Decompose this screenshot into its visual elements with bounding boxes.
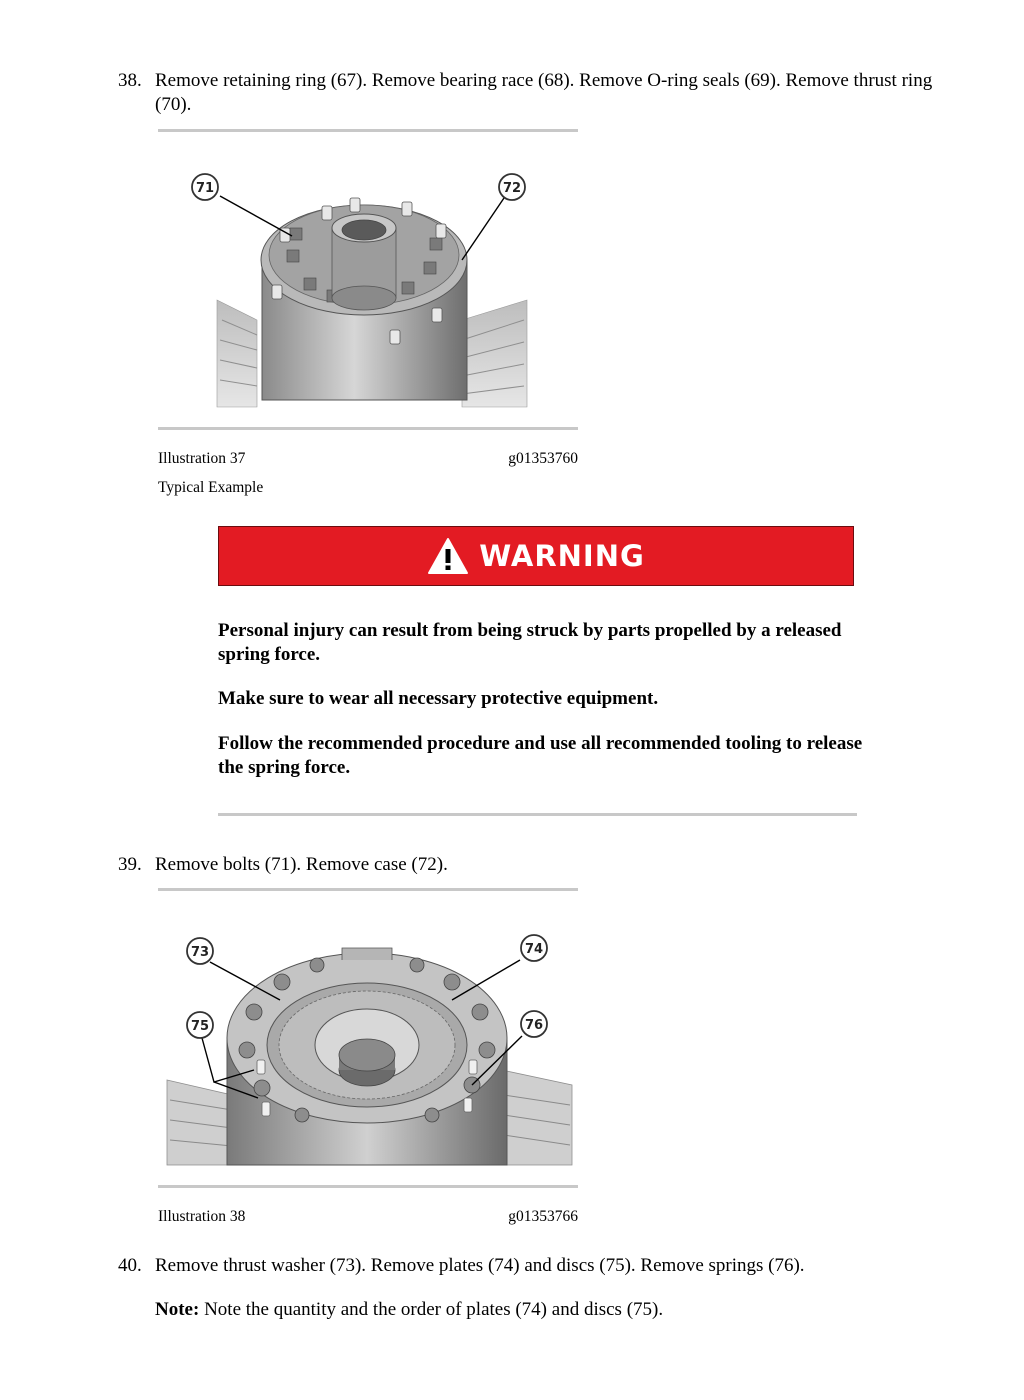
svg-text:76: 76 — [524, 1018, 544, 1033]
note-text: Note the quantity and the order of plates (74) and discs (75). — [199, 1299, 664, 1320]
callout-71 — [192, 174, 218, 200]
step-text: Remove retaining ring (67). Remove bearing race (68). Remove O-ring seals (69). Remove thrust ring (70). — [155, 70, 933, 115]
warning-paragraph: Follow the recommended procedure and use all recommended tooling to release the spring force. — [218, 733, 863, 778]
callout-72-leader — [462, 198, 504, 260]
step-number: 39. — [118, 854, 142, 875]
callout-71-leader — [220, 196, 292, 236]
warning-paragraph: Personal injury can result from being struck by parts propelled by a released spring force. — [218, 620, 842, 665]
figure-bottom-rule — [158, 1185, 578, 1188]
warning-bottom-rule — [218, 813, 857, 816]
warning-paragraph: Make sure to wear all necessary protective equipment. — [218, 688, 659, 709]
figure-bottom-rule — [158, 427, 578, 430]
warning-banner — [218, 526, 854, 586]
note — [155, 1298, 935, 1322]
step-text: Remove bolts (71). Remove case (72). — [155, 854, 448, 875]
step-text: Remove thrust washer (73). Remove plates (74) and discs (75). Remove springs (76). — [155, 1255, 805, 1276]
svg-text:71: 71 — [195, 181, 215, 196]
callout-76 — [521, 1011, 547, 1037]
warning-title: WARNING — [479, 539, 645, 573]
figure-top-rule — [158, 888, 578, 891]
warning-triangle-icon — [427, 537, 469, 575]
callout-72 — [499, 174, 525, 200]
svg-text:73: 73 — [190, 945, 210, 960]
illustration-label: Illustration 37 — [158, 450, 246, 467]
illustration-37-image — [162, 150, 574, 410]
illustration-caption: Typical Example — [158, 479, 264, 496]
illustration-code: g01353766 — [508, 1208, 578, 1225]
callout-74 — [521, 935, 547, 961]
illustration-code: g01353760 — [508, 450, 578, 467]
svg-text:72: 72 — [502, 181, 522, 196]
step-number: 40. — [118, 1255, 142, 1276]
svg-text:74: 74 — [524, 942, 544, 957]
step-number: 38. — [118, 70, 142, 91]
illustration-label: Illustration 38 — [158, 1208, 246, 1225]
svg-text:75: 75 — [190, 1019, 210, 1034]
figure-top-rule — [158, 129, 578, 132]
callout-73 — [187, 938, 213, 964]
illustration-38-image — [162, 920, 574, 1170]
callout-75 — [187, 1012, 213, 1038]
note-label: Note: — [155, 1299, 200, 1320]
